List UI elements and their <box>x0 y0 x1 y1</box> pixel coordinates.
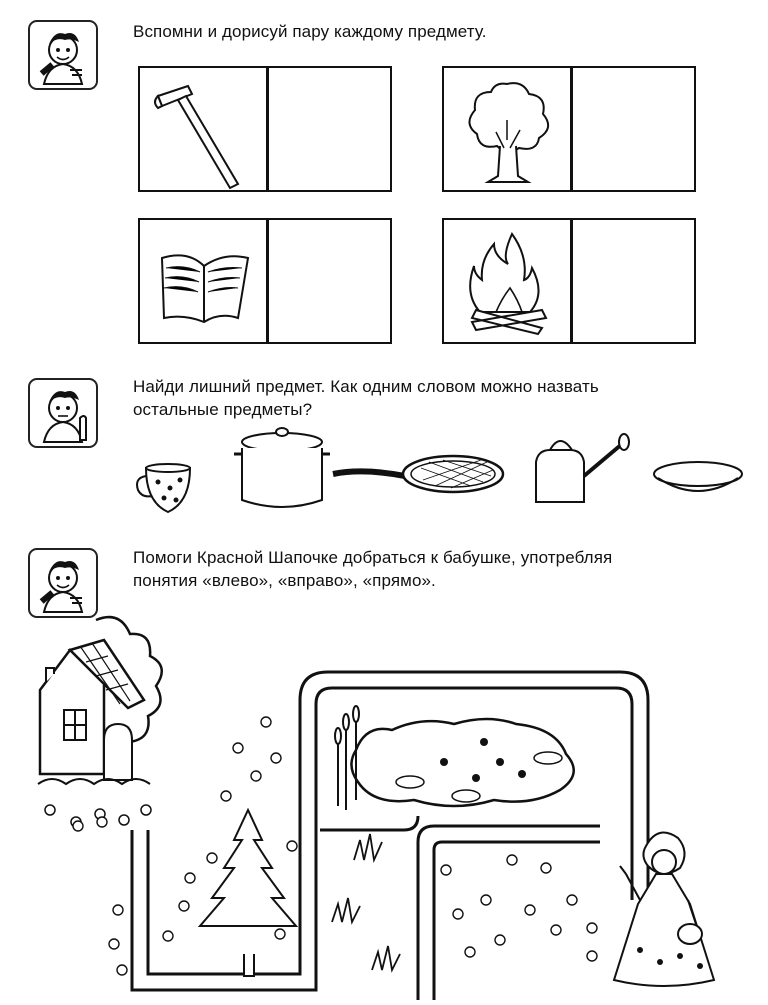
plate-icon[interactable] <box>652 460 744 500</box>
pair-box-tree <box>442 66 696 192</box>
hammer-icon <box>148 76 258 184</box>
task3-boy-drawing-icon <box>28 548 98 618</box>
pair-box-campfire <box>442 218 696 344</box>
fir-tree-icon <box>200 810 296 926</box>
grandmother-house-icon[interactable] <box>38 617 162 827</box>
campfire-icon <box>452 228 562 336</box>
cup-icon[interactable] <box>132 462 202 516</box>
pair-blank-cell[interactable] <box>270 220 390 342</box>
task2-boy-thinking-icon <box>28 378 98 448</box>
pair-blank-cell[interactable] <box>574 68 694 190</box>
frying-pan-icon[interactable] <box>333 448 505 510</box>
pair-blank-cell[interactable] <box>574 220 694 342</box>
task2-instruction: Найди лишний предмет. Как одним словом можно назвать остальные предметы? <box>133 377 599 419</box>
task3-instruction: Помоги Красной Шапочке добраться к бабушке, употребляя понятия «влево», «вправо», «прямо». <box>133 548 613 590</box>
pair-box-book <box>138 218 392 344</box>
task1-instruction: Вспомни и дорисуй пару каждому предмету. <box>133 22 487 41</box>
maze-scene <box>0 610 768 1005</box>
pair-blank-cell[interactable] <box>270 68 390 190</box>
open-book-icon <box>148 228 258 336</box>
pair-box-hammer <box>138 66 392 192</box>
little-red-riding-hood-icon[interactable] <box>614 833 714 986</box>
maze-path[interactable] <box>132 672 648 1000</box>
tree-icon <box>452 76 562 184</box>
pot-icon[interactable] <box>234 424 330 514</box>
watering-can-icon[interactable] <box>526 432 636 508</box>
task1-boy-drawing-icon <box>28 20 98 90</box>
